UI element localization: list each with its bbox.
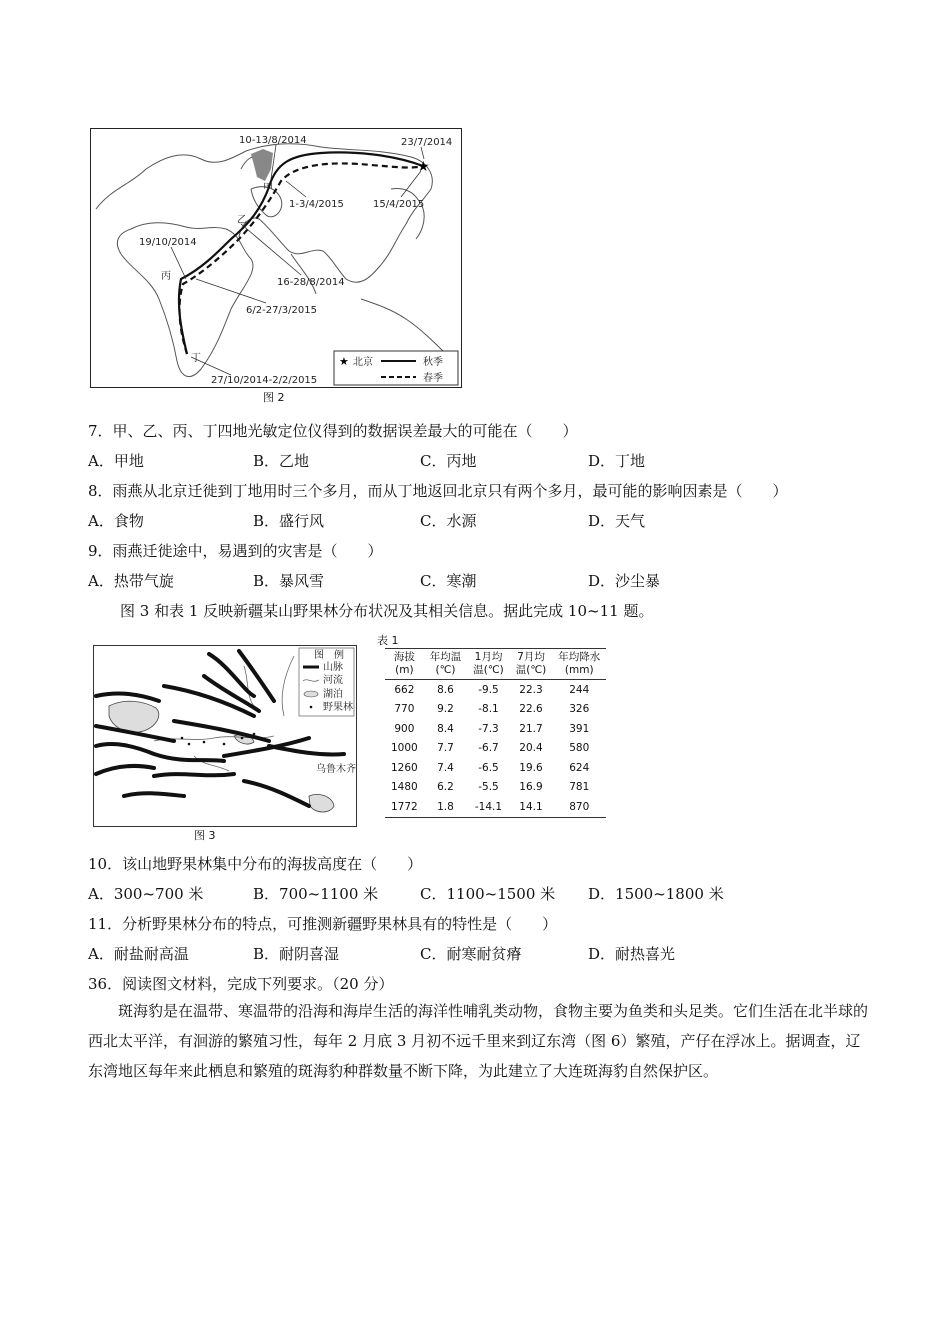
legend-item: 河流 <box>323 675 343 686</box>
option: C．丙地 <box>420 452 477 470</box>
option: A．300~700 米 <box>88 885 204 903</box>
date-label: 16-28/8/2014 <box>277 277 345 288</box>
option: A．热带气旋 <box>88 572 174 590</box>
label-yi: 乙 <box>237 215 247 226</box>
legend-title: 图 例 <box>314 650 344 661</box>
option: A．甲地 <box>88 452 144 470</box>
wild-fruit-forest-map <box>93 645 357 827</box>
date-label: 15/4/2015 <box>373 199 425 210</box>
option: D．天气 <box>588 512 646 530</box>
option: D．1500~1800 米 <box>588 885 724 903</box>
table-row: 770 9.2 -8.1 22.6 326 <box>394 703 590 716</box>
table-row: 1000 7.7 -6.7 20.4 580 <box>391 742 590 755</box>
table-row: 662 8.6 -9.5 22.3 244 <box>394 683 590 696</box>
table-row: 1480 6.2 -5.5 16.9 781 <box>391 781 590 794</box>
lake <box>109 701 159 732</box>
question-stem: 9．雨燕迁徙途中，易遇到的灾害是（ ） <box>88 542 383 560</box>
question-stem: 36．阅读图文材料，完成下列要求。（20 分） <box>88 975 394 993</box>
climate-table <box>385 648 606 818</box>
date-label: 6/2-27/3/2015 <box>246 305 317 316</box>
legend-beijing: 北京 <box>353 357 373 368</box>
spring-route <box>180 163 423 354</box>
label-ding: 丁 <box>191 353 201 364</box>
table-row: 1260 7.4 -6.5 19.6 624 <box>391 761 590 774</box>
question-stem: 10．该山地野果林集中分布的海拔高度在（ ） <box>88 855 423 873</box>
label-bing: 丙 <box>161 271 171 282</box>
table-header: 1月均 温(℃) <box>467 649 510 680</box>
figure-caption: 图 2 <box>263 391 285 404</box>
table-header: 年均温 (℃) <box>424 649 468 680</box>
option: D．沙尘暴 <box>588 572 661 590</box>
date-label: 10-13/8/2014 <box>239 135 307 146</box>
date-label: 1-3/4/2015 <box>289 199 344 210</box>
migration-map <box>90 128 462 388</box>
option: B．盛行风 <box>253 512 325 530</box>
intro-text: 图 3 和表 1 反映新疆某山野果林分布状况及其相关信息。据此完成 10~11 题。 <box>120 602 654 620</box>
table-header: 7月均 温(℃) <box>510 649 553 680</box>
table-title: 表 1 <box>377 634 399 647</box>
table-header: 年均降水 (mm) <box>552 649 606 680</box>
option: A．食物 <box>88 512 144 530</box>
legend-item: 野果林 <box>323 702 353 713</box>
summer-region <box>251 149 273 181</box>
question-stem: 11．分析野果林分布的特点，可推测新疆野果林具有的特性是（ ） <box>88 915 558 933</box>
city-label: 乌鲁木齐 <box>316 764 356 775</box>
legend-autumn: 秋季 <box>423 357 443 368</box>
option: D．耐热喜光 <box>588 945 676 963</box>
question-stem: 8．雨燕从北京迁徙到丁地用时三个多月，而从丁地返回北京只有两个多月，最可能的影响因素是（ ） <box>88 482 788 500</box>
date-label: 19/10/2014 <box>139 237 197 248</box>
option: C．1100~1500 米 <box>420 885 556 903</box>
option: A．耐盐耐高温 <box>88 945 189 963</box>
label-jia: 甲 <box>263 183 273 194</box>
date-label: 27/10/2014-2/2/2015 <box>211 375 318 386</box>
date-label: 23/7/2014 <box>401 137 453 148</box>
migration-map-svg <box>91 129 461 387</box>
option: B．700~1100 米 <box>253 885 379 903</box>
table-row: 1772 1.8 -14.1 14.1 870 <box>385 797 606 817</box>
option: B．乙地 <box>253 452 310 470</box>
legend-spring: 春季 <box>423 373 443 384</box>
option: C．寒潮 <box>420 572 477 590</box>
table-row: 900 8.4 -7.3 21.7 391 <box>394 722 590 735</box>
option: B．耐阴喜湿 <box>253 945 340 963</box>
question-stem: 7．甲、乙、丙、丁四地光敏定位仪得到的数据误差最大的可能在（ ） <box>88 422 578 440</box>
reading-passage: 斑海豹是在温带、寒温带的沿海和海岸生活的海洋性哺乳类动物，食物主要为鱼类和头足类。它们生活在北半球的西北太平洋，有洄游的繁殖习性，每年 2 月底 3 月初不远千里来到辽东湾（图 6）繁殖，产仔在浮冰上。据调查，辽东湾地区每年来此栖息和繁殖的斑海豹种群数量不断下降，为此建立了大连斑海豹自然保护区。 <box>88 1002 869 1080</box>
legend-item: 山脉 <box>323 662 343 673</box>
option: B．暴风雪 <box>253 572 325 590</box>
figure-caption: 图 3 <box>194 829 216 842</box>
fig3-svg <box>94 646 356 826</box>
option: C．耐寒耐贫瘠 <box>420 945 522 963</box>
beijing-star-icon: ★ <box>417 159 430 175</box>
legend-star-icon: ★ <box>339 355 349 368</box>
option: D．丁地 <box>588 452 646 470</box>
table-header: 海拔 (m) <box>385 649 424 680</box>
option: C．水源 <box>420 512 477 530</box>
legend-item: 湖泊 <box>323 689 343 700</box>
